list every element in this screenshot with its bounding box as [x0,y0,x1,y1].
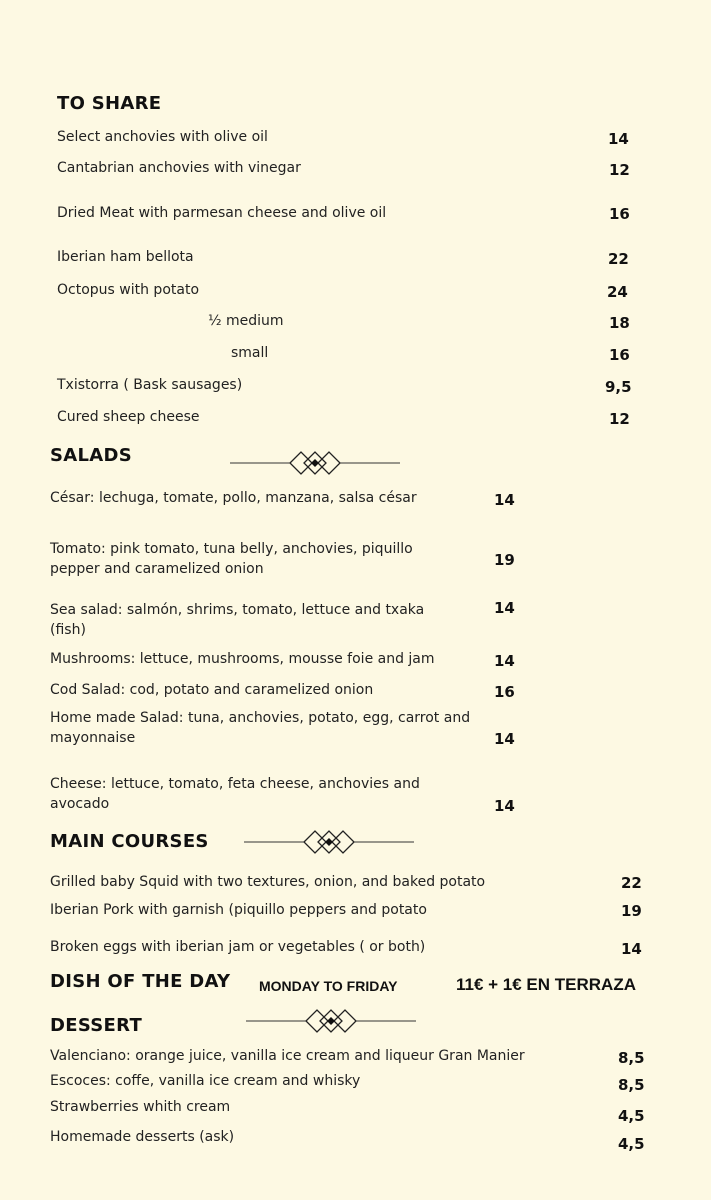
dish-of-the-day-days: MONDAY TO FRIDAY [259,978,398,994]
menu-item-price: 18 [609,314,630,332]
menu-item-price: 19 [621,902,642,920]
diamond-ornament-icon [246,1008,416,1034]
menu-item-name: Grilled baby Squid with two textures, onion, and baked potato [50,874,486,890]
menu-item-price: 16 [609,205,630,223]
menu-item-name: Txistorra ( Bask sausages) [57,377,243,393]
menu-item-price: 22 [621,874,642,892]
menu-item-price: 22 [608,250,629,268]
menu-item-price: 9,5 [605,378,632,396]
menu-item-name: Valenciano: orange juice, vanilla ice cream and liqueur Gran Manier [50,1048,525,1064]
menu-item-name: Tomato: pink tomato, tuna belly, anchovies, piquillo pepper and caramelized onion [50,541,413,577]
diamond-ornament-icon [230,450,400,476]
menu-item-price: 4,5 [618,1135,645,1153]
menu-item-price: 16 [609,346,630,364]
menu-item-price: 14 [494,652,515,670]
dish-of-the-day-heading: DISH OF THE DAY [50,971,231,992]
menu-item-name: Iberian ham bellota [57,249,194,265]
to-share-heading: TO SHARE [57,93,162,114]
menu-item-price: 8,5 [618,1076,645,1094]
menu-item-name: Cod Salad: cod, potato and caramelized onion [50,682,374,698]
menu-item-price: 19 [494,551,515,569]
menu-item-price: 14 [494,730,515,748]
menu-item-price: 16 [494,683,515,701]
menu-item-name: Cured sheep cheese [57,409,200,425]
menu-item-name: ½ medium [208,313,284,329]
menu-item-name: small [231,345,269,361]
menu-item-name: Cheese: lettuce, tomato, feta cheese, anchovies and avocado [50,776,420,812]
menu-item-name: Dried Meat with parmesan cheese and olive oil [57,205,387,221]
menu-item-name: Broken eggs with iberian jam or vegetables ( or both) [50,939,426,955]
menu-item-price: 12 [609,410,630,428]
salads-heading: SALADS [50,445,133,466]
menu-item-price: 14 [494,599,515,617]
menu-item-name: Homemade desserts (ask) [50,1129,235,1145]
menu-item-price: 24 [607,283,628,301]
menu-item-price: 14 [494,797,515,815]
menu-item-price: 12 [609,161,630,179]
menu-item-name: Sea salad: salmón, shrims, tomato, lettuce and txaka (fish) [50,602,425,638]
menu-item-price: 14 [494,491,515,509]
menu-item-name: Strawberries whith cream [50,1099,231,1115]
dish-of-the-day-price: 11€ + 1€ EN TERRAZA [456,975,636,994]
menu-item-price: 14 [608,130,629,148]
menu-item-name: Escoces: coffe, vanilla ice cream and whisky [50,1073,361,1089]
menu-item-name: Mushrooms: lettuce, mushrooms, mousse foie and jam [50,651,435,667]
menu-item-price: 14 [621,940,642,958]
menu-item-name: Octopus with potato [57,282,200,298]
menu-item-name: Cantabrian anchovies with vinegar [57,160,301,176]
menu-item-name: Select anchovies with olive oil [57,129,268,145]
diamond-ornament-icon [244,829,414,855]
main-courses-heading: MAIN COURSES [50,831,209,852]
menu-item-name: César: lechuga, tomate, pollo, manzana, salsa césar [50,490,417,506]
menu-item-name: Home made Salad: tuna, anchovies, potato, egg, carrot and mayonnaise [50,710,471,746]
menu-item-name: Iberian Pork with garnish (piquillo peppers and potato [50,902,427,918]
menu-item-price: 4,5 [618,1107,645,1125]
dessert-heading: DESSERT [50,1015,143,1036]
menu-item-price: 8,5 [618,1049,645,1067]
